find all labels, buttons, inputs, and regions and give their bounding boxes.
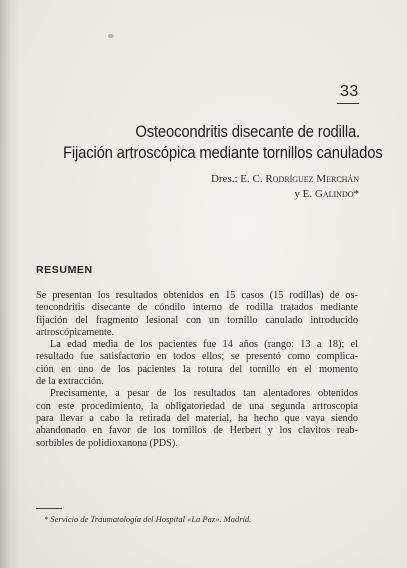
page-number: 33 (340, 83, 359, 100)
author-line-1 (99, 172, 359, 187)
author-name-1: Rodríguez Merchán (265, 173, 359, 185)
abstract-line: Precisamente, a pesar de los resultados tan alentadores obtenidos (50, 388, 358, 400)
footnote: * Servicio de Traumatología del Hospital «La Paz». Madrid. (44, 514, 252, 524)
article-title (63, 122, 383, 164)
author-block (99, 172, 359, 202)
footnote-rule (36, 508, 62, 509)
abstract-line: sorbibles de polidioxanona (PDS). (36, 437, 178, 449)
abstract-body (36, 290, 358, 450)
abstract-line: teocondritis disecante de cóndilo interno de rodilla tratados mediante (36, 302, 358, 314)
abstract-line: de la extracción. (36, 376, 104, 388)
abstract-line: resultado fue satisfactorio en todos ellos; se presentó como complica- (36, 351, 358, 363)
abstract-line: artroscópicamente. (36, 326, 115, 338)
abstract-line: Se presentan los resultados obtenidos en 15 casos (15 rodillas) de os- (36, 290, 358, 301)
abstract-line: con este procedimiento, la obligatoriedad de una segunda artroscopia (36, 400, 358, 412)
author-line-2 (99, 187, 359, 202)
article-title-line-2: Fijación artroscópica mediante tornillos canulados (63, 144, 383, 162)
page-number-rule (337, 103, 359, 104)
section-heading: RESUMEN (36, 264, 93, 276)
author-connector: y E. (294, 188, 313, 200)
author-name-2: Galindo* (314, 188, 359, 200)
abstract-line: La edad media de los pacientes fue 14 años (rango: 13 a 18); el (50, 339, 358, 351)
article-title-line-1: Osteocondritis disecante de rodilla. (135, 123, 360, 141)
scan-speck (108, 34, 114, 38)
abstract-line: para llevar a cabo la retirada del material, ha hecho que vaya siendo (36, 412, 358, 424)
abstract-line: abandonado en favor de los tornillos de Herbert y los clavitos reab- (36, 425, 358, 437)
abstract-line: fijación del fragmento lesional con un tornillo canulado introducido (36, 314, 358, 326)
abstract-line: ción en uno de los pacientes la rotura del tornillo en el momento (36, 363, 358, 375)
author-prefix: Dres.: E. C. (210, 173, 263, 185)
